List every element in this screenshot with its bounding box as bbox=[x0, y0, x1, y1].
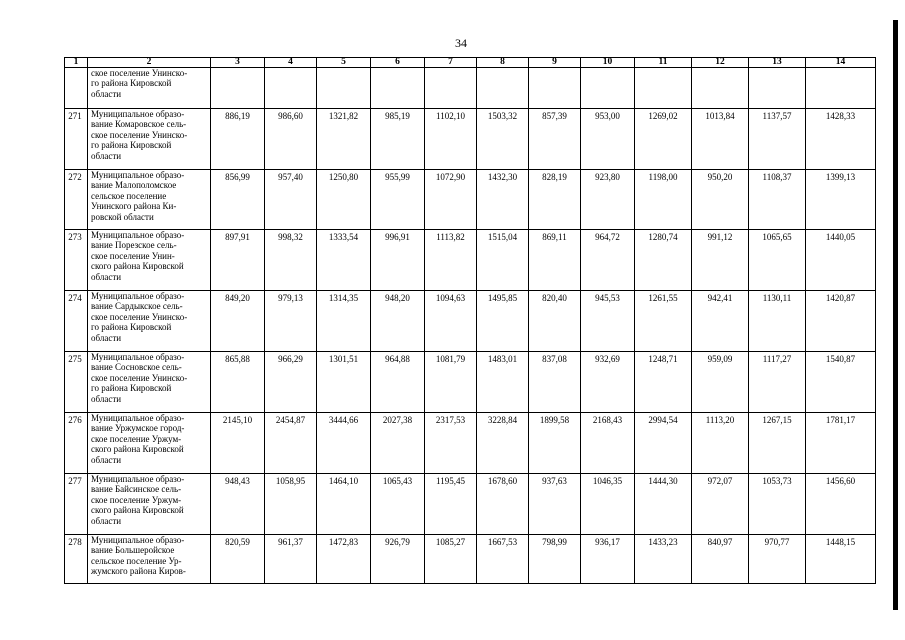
value-cell: 1250,80 bbox=[317, 170, 371, 230]
name-line: ского района Кировской bbox=[91, 505, 184, 516]
value-cell: 2994,54 bbox=[635, 413, 692, 474]
row-number-cell: 274 bbox=[65, 291, 88, 352]
value-cell: 1503,32 bbox=[477, 109, 529, 170]
value-cell: 1428,33 bbox=[806, 109, 876, 170]
value-cell: 1013,84 bbox=[692, 109, 749, 170]
value-cell: 820,59 bbox=[211, 535, 265, 584]
name-line: сельское поселение Ур- bbox=[91, 555, 182, 566]
value-cell: 1515,04 bbox=[477, 230, 529, 291]
value-cell: 1333,54 bbox=[317, 230, 371, 291]
value-cell bbox=[635, 68, 692, 109]
value-cell: 1420,87 bbox=[806, 291, 876, 352]
value-cell: 2317,53 bbox=[425, 413, 477, 474]
value-cell bbox=[806, 68, 876, 109]
name-line: Муниципальное образо- bbox=[91, 230, 185, 240]
value-cell: 972,07 bbox=[692, 474, 749, 535]
value-cell: 798,99 bbox=[529, 535, 581, 584]
name-line: го района Кировской bbox=[91, 140, 172, 151]
name-line: Муниципальное образо- bbox=[91, 352, 185, 362]
value-cell: 865,88 bbox=[211, 352, 265, 413]
value-cell: 1321,82 bbox=[317, 109, 371, 170]
column-header-14: 14 bbox=[806, 58, 876, 68]
value-cell: 942,41 bbox=[692, 291, 749, 352]
row-name-cell bbox=[88, 291, 211, 352]
value-cell: 964,72 bbox=[581, 230, 635, 291]
row-number-cell: 272 bbox=[65, 170, 88, 230]
value-cell: 840,97 bbox=[692, 535, 749, 584]
row-number-cell: 277 bbox=[65, 474, 88, 535]
name-line: Муниципальное образо- bbox=[91, 535, 185, 545]
value-cell: 948,43 bbox=[211, 474, 265, 535]
name-line: Муниципальное образо- bbox=[91, 474, 185, 484]
value-cell: 2454,87 bbox=[265, 413, 317, 474]
value-cell: 2027,38 bbox=[371, 413, 425, 474]
page-number: 34 bbox=[455, 36, 467, 50]
value-cell: 1483,01 bbox=[477, 352, 529, 413]
table-row bbox=[65, 474, 876, 535]
value-cell: 1058,95 bbox=[265, 474, 317, 535]
header-row bbox=[65, 58, 876, 68]
row-name-cell bbox=[88, 535, 211, 584]
value-cell: 953,00 bbox=[581, 109, 635, 170]
row-name-cell bbox=[88, 109, 211, 170]
name-line: Муниципальное образо- bbox=[91, 291, 185, 301]
name-line: ское поселение Унинско- bbox=[91, 311, 188, 322]
value-cell: 986,60 bbox=[265, 109, 317, 170]
row-number-cell bbox=[65, 68, 88, 109]
column-header-1: 1 bbox=[65, 58, 88, 68]
value-cell: 937,63 bbox=[529, 474, 581, 535]
value-cell: 1072,90 bbox=[425, 170, 477, 230]
name-line: ское поселение Уржум- bbox=[91, 433, 182, 444]
value-cell: 1448,15 bbox=[806, 535, 876, 584]
value-cell: 856,99 bbox=[211, 170, 265, 230]
name-line: го района Кировской bbox=[91, 383, 172, 394]
value-cell: 1781,17 bbox=[806, 413, 876, 474]
value-cell: 1440,05 bbox=[806, 230, 876, 291]
name-line: области bbox=[91, 88, 122, 99]
row-number-cell: 273 bbox=[65, 230, 88, 291]
value-cell: 1248,71 bbox=[635, 352, 692, 413]
value-cell: 1094,63 bbox=[425, 291, 477, 352]
name-line: вание Сардыкское сель- bbox=[91, 301, 183, 312]
value-cell: 820,40 bbox=[529, 291, 581, 352]
value-cell: 1130,11 bbox=[749, 291, 806, 352]
value-cell: 1117,27 bbox=[749, 352, 806, 413]
value-cell: 1065,43 bbox=[371, 474, 425, 535]
name-line: вание Большеройское bbox=[91, 545, 175, 556]
name-line: сельское поселение bbox=[91, 190, 167, 201]
column-header-4: 4 bbox=[265, 58, 317, 68]
value-cell: 2145,10 bbox=[211, 413, 265, 474]
column-header-11: 11 bbox=[635, 58, 692, 68]
name-line: вание Байсинское сель- bbox=[91, 484, 182, 495]
value-cell: 897,91 bbox=[211, 230, 265, 291]
name-line: го района Кировской bbox=[91, 322, 172, 333]
name-line: области bbox=[91, 332, 122, 343]
value-cell: 1102,10 bbox=[425, 109, 477, 170]
value-cell: 945,53 bbox=[581, 291, 635, 352]
value-cell: 985,19 bbox=[371, 109, 425, 170]
name-line: ское поселение Унинско- bbox=[91, 372, 188, 383]
value-cell: 1433,23 bbox=[635, 535, 692, 584]
value-cell: 1195,45 bbox=[425, 474, 477, 535]
value-cell: 1267,15 bbox=[749, 413, 806, 474]
name-line: вание Уржумское город- bbox=[91, 423, 185, 434]
value-cell: 1399,13 bbox=[806, 170, 876, 230]
table-row bbox=[65, 170, 876, 230]
value-cell: 1046,35 bbox=[581, 474, 635, 535]
name-line: вание Порезское сель- bbox=[91, 240, 177, 251]
value-cell: 1137,57 bbox=[749, 109, 806, 170]
value-cell: 991,12 bbox=[692, 230, 749, 291]
value-cell: 1444,30 bbox=[635, 474, 692, 535]
name-line: вание Комаровское сель- bbox=[91, 119, 187, 130]
table-row bbox=[65, 109, 876, 170]
value-cell bbox=[692, 68, 749, 109]
column-header-7: 7 bbox=[425, 58, 477, 68]
value-cell: 1667,53 bbox=[477, 535, 529, 584]
value-cell: 1314,35 bbox=[317, 291, 371, 352]
value-cell: 837,08 bbox=[529, 352, 581, 413]
column-header-5: 5 bbox=[317, 58, 371, 68]
column-header-8: 8 bbox=[477, 58, 529, 68]
value-cell bbox=[529, 68, 581, 109]
column-header-2: 2 bbox=[88, 58, 211, 68]
value-cell bbox=[371, 68, 425, 109]
value-cell: 828,19 bbox=[529, 170, 581, 230]
name-line: ровской области bbox=[91, 211, 154, 222]
value-cell: 923,80 bbox=[581, 170, 635, 230]
table-row bbox=[65, 291, 876, 352]
value-cell: 932,69 bbox=[581, 352, 635, 413]
name-line: области bbox=[91, 271, 122, 282]
name-line: ское поселение Унин- bbox=[91, 250, 175, 261]
name-line: Унинского района Ки- bbox=[91, 201, 177, 212]
value-cell: 964,88 bbox=[371, 352, 425, 413]
table-row bbox=[65, 535, 876, 584]
value-cell: 1113,20 bbox=[692, 413, 749, 474]
name-line: ское поселение Унинско- bbox=[91, 129, 188, 140]
name-line: области bbox=[91, 393, 122, 404]
name-line: вание Малополомское bbox=[91, 180, 177, 191]
name-line: го района Кировской bbox=[91, 78, 172, 89]
table-row bbox=[65, 413, 876, 474]
value-cell: 1540,87 bbox=[806, 352, 876, 413]
page-edge-bar bbox=[893, 20, 898, 610]
name-line: ское поселение Уржум- bbox=[91, 494, 182, 505]
name-line: вание Сосновское сель- bbox=[91, 362, 182, 373]
value-cell bbox=[749, 68, 806, 109]
name-line: ского района Кировской bbox=[91, 261, 184, 272]
value-cell: 1081,79 bbox=[425, 352, 477, 413]
value-cell: 936,17 bbox=[581, 535, 635, 584]
column-header-6: 6 bbox=[371, 58, 425, 68]
value-cell: 1269,02 bbox=[635, 109, 692, 170]
name-line: ское поселение Унинско- bbox=[91, 68, 188, 78]
value-cell bbox=[211, 68, 265, 109]
value-cell: 926,79 bbox=[371, 535, 425, 584]
value-cell: 869,11 bbox=[529, 230, 581, 291]
value-cell: 1053,73 bbox=[749, 474, 806, 535]
name-line: Муниципальное образо- bbox=[91, 109, 185, 119]
value-cell: 1065,65 bbox=[749, 230, 806, 291]
value-cell: 1432,30 bbox=[477, 170, 529, 230]
row-number-cell: 275 bbox=[65, 352, 88, 413]
value-cell: 1464,10 bbox=[317, 474, 371, 535]
row-name-cell bbox=[88, 413, 211, 474]
value-cell: 2168,43 bbox=[581, 413, 635, 474]
value-cell: 1108,37 bbox=[749, 170, 806, 230]
value-cell: 961,37 bbox=[265, 535, 317, 584]
column-header-12: 12 bbox=[692, 58, 749, 68]
value-cell: 1456,60 bbox=[806, 474, 876, 535]
value-cell: 1472,83 bbox=[317, 535, 371, 584]
value-cell: 966,29 bbox=[265, 352, 317, 413]
value-cell: 996,91 bbox=[371, 230, 425, 291]
value-cell: 1899,58 bbox=[529, 413, 581, 474]
row-name-cell bbox=[88, 170, 211, 230]
value-cell: 1085,27 bbox=[425, 535, 477, 584]
value-cell: 948,20 bbox=[371, 291, 425, 352]
value-cell bbox=[425, 68, 477, 109]
name-line: жумского района Киров- bbox=[91, 566, 186, 577]
column-header-9: 9 bbox=[529, 58, 581, 68]
value-cell: 849,20 bbox=[211, 291, 265, 352]
name-line: ского района Кировской bbox=[91, 444, 184, 455]
row-number-cell: 278 bbox=[65, 535, 88, 584]
value-cell: 3444,66 bbox=[317, 413, 371, 474]
name-line: области bbox=[91, 150, 122, 161]
value-cell bbox=[317, 68, 371, 109]
value-cell: 1495,85 bbox=[477, 291, 529, 352]
name-line: области bbox=[91, 515, 122, 526]
value-cell: 979,13 bbox=[265, 291, 317, 352]
row-name-cell bbox=[88, 474, 211, 535]
value-cell: 1280,74 bbox=[635, 230, 692, 291]
value-cell: 1261,55 bbox=[635, 291, 692, 352]
value-cell: 1198,00 bbox=[635, 170, 692, 230]
column-header-10: 10 bbox=[581, 58, 635, 68]
value-cell: 970,77 bbox=[749, 535, 806, 584]
column-header-13: 13 bbox=[749, 58, 806, 68]
value-cell bbox=[265, 68, 317, 109]
value-cell: 886,19 bbox=[211, 109, 265, 170]
row-name-cell bbox=[88, 352, 211, 413]
value-cell bbox=[477, 68, 529, 109]
value-cell bbox=[581, 68, 635, 109]
data-table bbox=[64, 57, 876, 584]
value-cell: 959,09 bbox=[692, 352, 749, 413]
table-row bbox=[65, 230, 876, 291]
value-cell: 857,39 bbox=[529, 109, 581, 170]
table-row bbox=[65, 352, 876, 413]
value-cell: 998,32 bbox=[265, 230, 317, 291]
name-line: Муниципальное образо- bbox=[91, 170, 185, 180]
value-cell: 1113,82 bbox=[425, 230, 477, 291]
row-number-cell: 276 bbox=[65, 413, 88, 474]
name-line: области bbox=[91, 454, 122, 465]
value-cell: 1678,60 bbox=[477, 474, 529, 535]
value-cell: 950,20 bbox=[692, 170, 749, 230]
row-name-cell bbox=[88, 230, 211, 291]
column-header-3: 3 bbox=[211, 58, 265, 68]
name-line: Муниципальное образо- bbox=[91, 413, 185, 423]
row-name-cell bbox=[88, 68, 211, 109]
value-cell: 3228,84 bbox=[477, 413, 529, 474]
continuation-row bbox=[65, 68, 876, 109]
row-number-cell: 271 bbox=[65, 109, 88, 170]
value-cell: 1301,51 bbox=[317, 352, 371, 413]
value-cell: 955,99 bbox=[371, 170, 425, 230]
value-cell: 957,40 bbox=[265, 170, 317, 230]
